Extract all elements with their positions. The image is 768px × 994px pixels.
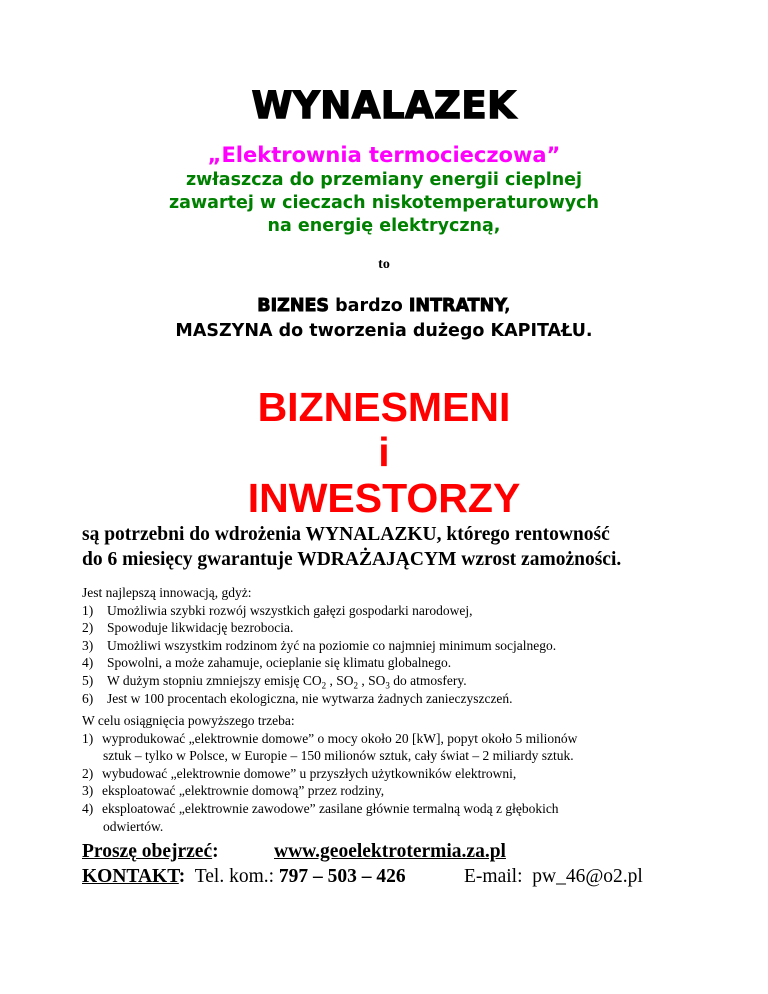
- headline-investors: INWESTORZY: [247, 475, 521, 521]
- business-line: [0, 294, 768, 318]
- please-visit-colon: :: [212, 841, 219, 862]
- list-item: [82, 602, 702, 620]
- list-text: Spowolni, a może zahamuje, ocieplanie się klimatu globalnego.: [107, 655, 452, 671]
- goal-list: [82, 712, 702, 835]
- subscript: 3: [385, 680, 390, 691]
- list-number: 4): [82, 800, 94, 816]
- list-item: [82, 690, 702, 708]
- list-text-emissions: [107, 672, 702, 690]
- list-text: eksploatować „elektrownie zawodowe” zasilane głównie termalną wodą z głębokich: [102, 800, 559, 816]
- email-text[interactable]: E-mail: pw_46@o2.pl: [464, 866, 643, 887]
- invention-description: [0, 169, 768, 238]
- list-text: Jest w 100 procentach ekologiczna, nie wytwarza żadnych zanieczyszczeń.: [107, 690, 513, 706]
- goal-heading: W celu osiągnięcia powyższego trzeba:: [82, 713, 295, 728]
- list-item: [82, 654, 702, 672]
- contact-label: KONTAKT: [82, 866, 179, 887]
- list-text: Umożliwia szybki rozwój wszystkich gałęzi gospodarki narodowej,: [107, 602, 473, 618]
- list-item: [82, 730, 702, 748]
- list-text: wyprodukować „elektrownie domowe” o mocy około 20 [kW], popyt około 5 milionów: [102, 730, 578, 746]
- list-text-continuation: sztuk – tylko w Polsce, w Europie – 150 milionów sztuk, cały świat – 2 miliardy sztuk.: [103, 748, 574, 764]
- contact-colon: :: [178, 866, 186, 887]
- list-number: 3): [82, 637, 94, 653]
- machine-line: MASZYNA do tworzenia dużego KAPITAŁU.: [175, 321, 593, 341]
- invention-name: „Elektrownia termocieczowa”: [207, 143, 561, 167]
- description-line: na energię elektryczną,: [267, 216, 501, 236]
- innovation-heading: Jest najlepszą innowacją, gdyż:: [82, 585, 252, 600]
- list-number: 2): [82, 620, 94, 636]
- list-item: [82, 782, 702, 800]
- list-number: 5): [82, 672, 94, 688]
- intro-line: do 6 miesięcy gwarantuje WDRAŻAJĄCYM wzrost zamożności.: [82, 549, 622, 570]
- innovation-list: [82, 584, 702, 707]
- list-number: 1): [82, 602, 94, 618]
- description-line: zwłaszcza do przemiany energii cieplnej: [185, 170, 583, 190]
- list-text-continuation: odwiertów.: [103, 818, 164, 834]
- list-text: Umożliwi wszystkim rodzinom żyć na poziomie co najmniej minimum socjalnego.: [107, 637, 557, 653]
- list-item: [82, 672, 702, 690]
- business-word: BIZNES: [257, 296, 330, 316]
- subscript: 2: [321, 680, 327, 691]
- list-number: 2): [82, 765, 94, 781]
- emission-text: do atmosfery.: [389, 672, 467, 688]
- page-title: WYNALAZEK: [251, 84, 517, 127]
- headline-businessmen: BIZNESMENI: [257, 384, 511, 430]
- list-item: [82, 637, 702, 655]
- business-comma: ,: [504, 296, 511, 316]
- contact-line: [82, 864, 702, 889]
- list-item: [82, 800, 702, 818]
- list-number: 4): [82, 655, 94, 671]
- phone-number: 797 – 503 – 426: [278, 866, 406, 887]
- please-visit-label: Proszę obejrzeć: [82, 841, 213, 862]
- business-middle: bardzo: [329, 296, 409, 316]
- intro-line: są potrzebni do wdrożenia WYNALAZKU, którego rentowność: [82, 524, 610, 545]
- subscript: 2: [353, 680, 358, 691]
- list-text: eksploatować „elektrownie domową” przez rodziny,: [102, 783, 385, 799]
- headline-and: i: [378, 429, 390, 475]
- list-text: Spowoduje likwidację bezrobocia.: [107, 620, 294, 636]
- list-item: [82, 765, 702, 783]
- website-line: [82, 839, 702, 864]
- connector-text: to: [378, 257, 390, 272]
- emission-text: , SO: [326, 672, 354, 688]
- description-line: zawartej w cieczach niskotemperaturowych: [169, 193, 599, 213]
- profitable-word: INTRATNY: [408, 296, 505, 316]
- list-number: 3): [82, 783, 94, 799]
- list-number: 1): [82, 730, 94, 746]
- list-text: wybudować „elektrownie domowe” u przyszłych użytkowników elektrowni,: [102, 765, 517, 781]
- emission-text: , SO: [358, 672, 386, 688]
- website-link[interactable]: www.geoelektrotermia.za.pl: [274, 841, 506, 862]
- emission-text: W dużym stopniu zmniejszy emisję CO: [107, 672, 322, 688]
- list-number: 6): [82, 690, 94, 706]
- phone-label: Tel. kom.:: [185, 866, 279, 887]
- list-item: [82, 619, 702, 637]
- intro-paragraph: [82, 522, 702, 572]
